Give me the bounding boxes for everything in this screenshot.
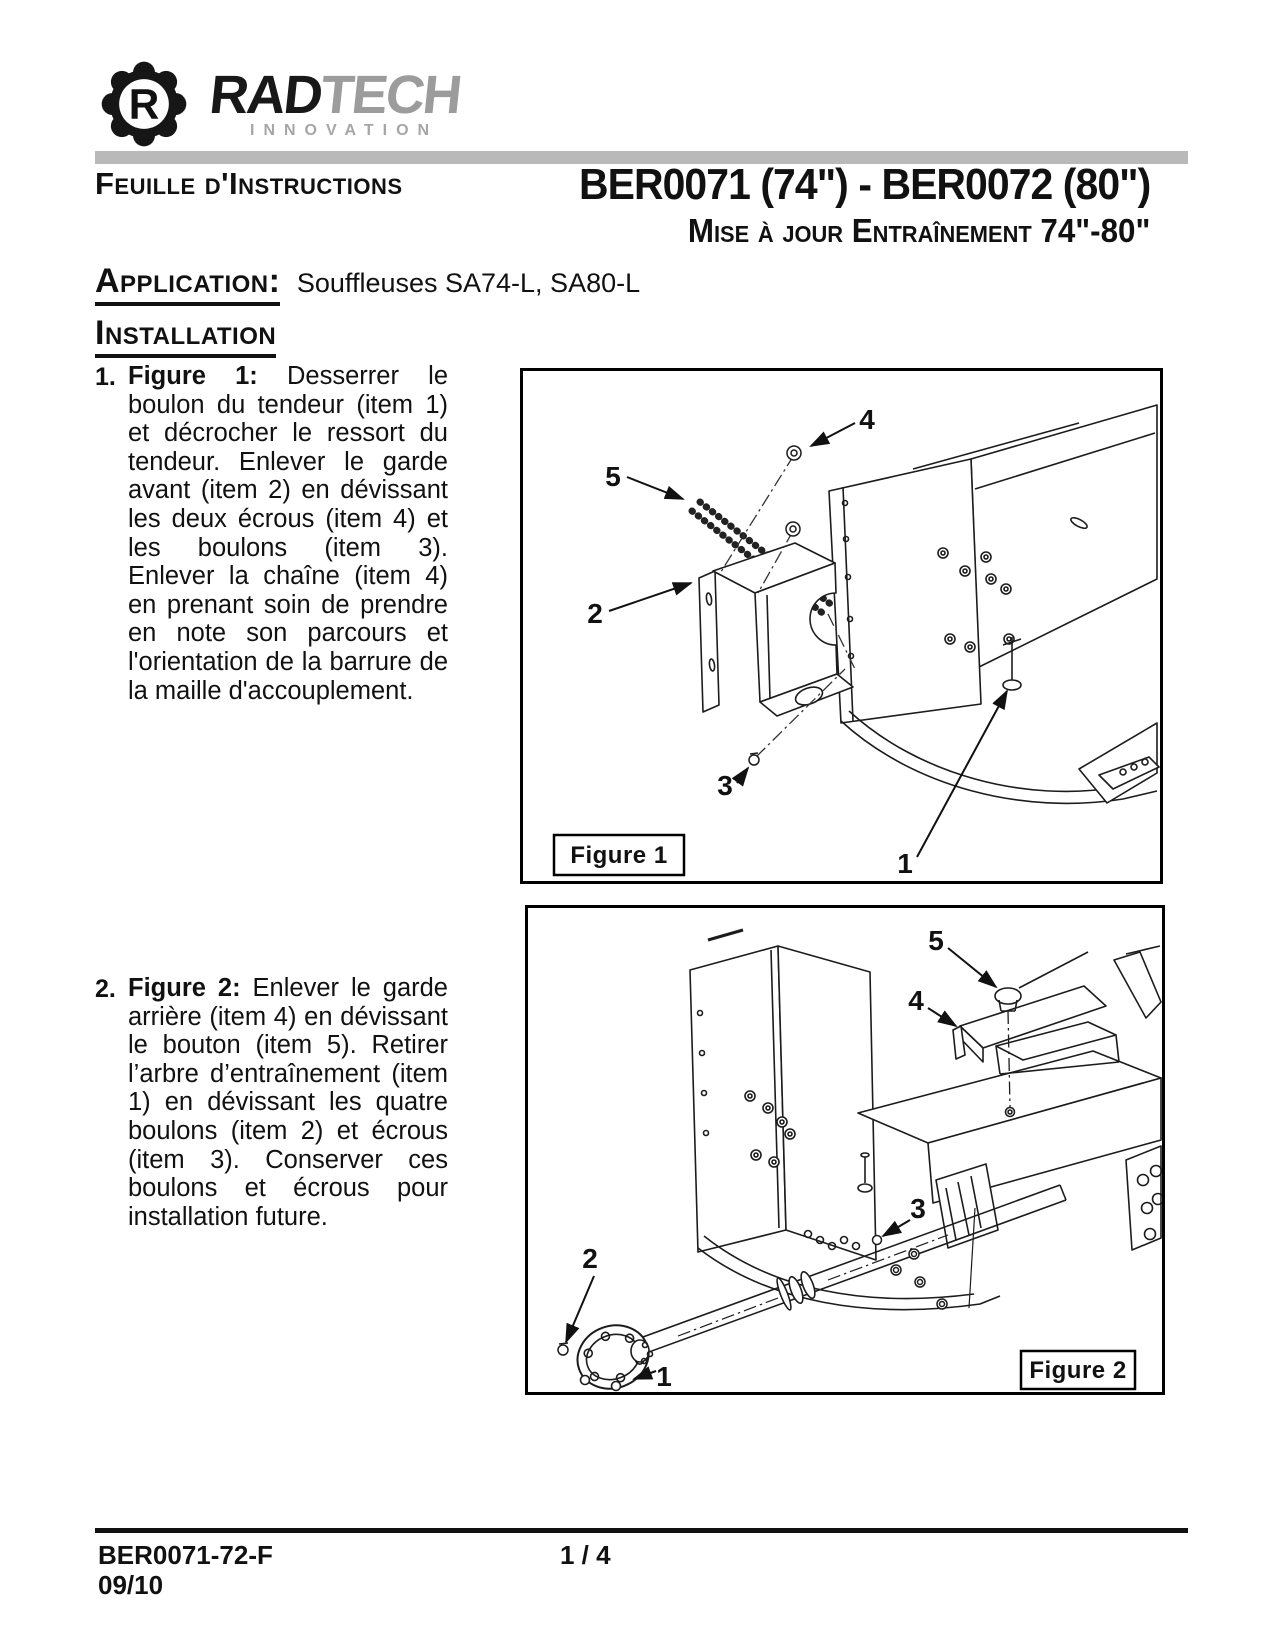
step-2-body: Enlever le garde arrière (item 4) en dévissant le bouton (item 5). Retirer l’arbre d’entraînement (item 1) en dévissant les quatre boulons (item 2) et écrous (item 3). Conserver ces boulons et écrous pour installation future. [128,974,448,1231]
title-block [536,160,1150,250]
figure1-callout-3: 3 [717,770,733,801]
footer-rule [95,1528,1188,1533]
radtech-logo [98,56,464,152]
figure2-callout-2: 2 [582,1243,598,1274]
step-1 [95,362,448,705]
brand-tagline: INNOVATION [250,122,439,139]
figure-1-illustration [523,371,1160,881]
figure-2-label-text: Figure 2 [1029,1357,1127,1384]
figure-2-box [525,905,1165,1395]
brand-wordmark [207,64,464,126]
doc-type-title: Feuille d'Instructions [95,166,403,201]
figure1-callout-2: 2 [587,598,603,629]
figure1-callout-5: 5 [605,461,621,492]
step-2-text [128,974,448,1231]
figure-2-illustration [528,908,1162,1392]
figure-1-label [554,835,684,875]
machine-body-fig2 [690,930,1162,1310]
figure1-callout-1: 1 [897,848,913,879]
figure-2-label [1021,1351,1135,1389]
badge-letter: R [128,80,160,128]
model-title: BER0071 (74") - BER0072 (80") [578,160,1150,209]
gear-badge-icon [98,58,190,150]
application-heading: Application: [95,262,280,306]
footer-date: 09/10 [98,1570,164,1600]
footer-page-number: 1 / 4 [560,1540,611,1570]
figure1-callout-4: 4 [859,404,875,435]
figure2-callout-5: 5 [928,925,944,956]
step-2 [95,974,448,1231]
application-line [95,262,640,306]
figure2-callout-3: 3 [910,1193,926,1224]
step-1-body: Desserrer le boulon du tendeur (item 1) et décrocher le ressort du tendeur. Enlever le garde avant (item 2) en dévissant les deux écrous (item 4) et les boulons (item 3). Enlever la chaîne (item 4) en prenant soin de prendre en note son parcours et l'orientation de la barrure de la maille d'accouplement. [128,362,449,705]
figure-1-label-text: Figure 1 [570,842,668,869]
step-1-text [128,362,448,705]
figure2-callout-4: 4 [908,985,924,1016]
brand-rad: RAD [206,65,325,125]
step-1-lead: Figure 1: [128,362,258,390]
step-2-lead: Figure 2: [128,974,241,1002]
footer-doc-code: BER0071-72-F [98,1540,273,1570]
figure-1-box [520,368,1163,884]
installation-line [95,314,276,358]
brand-tech: TECH [317,65,464,125]
figure2-callout-1: 1 [656,1361,672,1392]
model-subtitle: Mise à jour Entraînement 74"-80" [687,212,1150,249]
machine-body-fig1 [829,405,1159,803]
step-1-number: 1. [95,363,116,391]
installation-heading: Installation [95,314,276,358]
step-2-number: 2. [95,975,116,1003]
application-value: Souffleuses SA74-L, SA80-L [296,268,641,298]
